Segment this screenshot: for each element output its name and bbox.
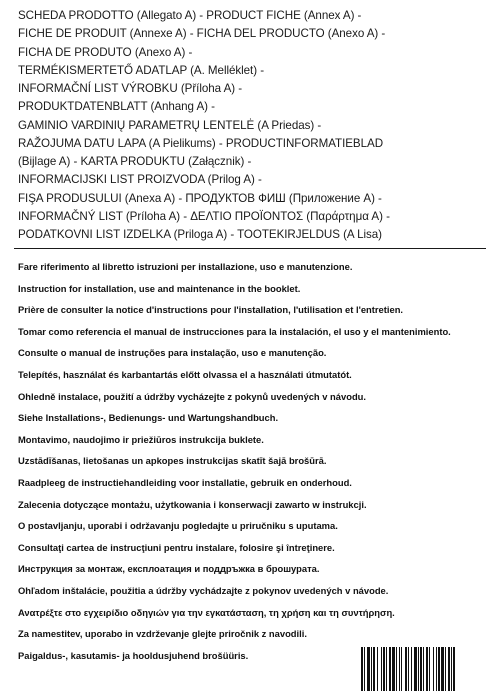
barcode-bar (381, 647, 382, 691)
instruction-french: Prière de consulter la notice d'instructions pour l'installation, l'utilisation et l'entretien. (18, 304, 404, 316)
barcode-bar (405, 647, 407, 691)
instruction-bulgarian: Инструкция за монтаж, експлоатация и поддръжка в брошурата. (18, 563, 320, 575)
barcode-bar (448, 647, 450, 691)
header-line: INFORMAČNÝ LIST (Príloha A) - ΔΕΛΤΙΟ ΠΡΟΪΟΝΤΟΣ (Παράρτημα Α) - (18, 209, 390, 223)
barcode-bar (367, 647, 370, 691)
header-line: FICHA DE PRODUTO (Anexo A) - (18, 45, 193, 59)
instruction-dutch: Raadpleeg de instructiehandleiding voor installatie, gebruik en onderhoud. (18, 476, 352, 488)
header-line: SCHEDA PRODOTTO (Allegato A) - PRODUCT FICHE (Annex A) - (18, 9, 362, 22)
barcode-bar (386, 647, 387, 691)
instruction-croatian: O postavljanju, uporabi i održavanju pogledajte u priručniku s uputama. (18, 520, 338, 532)
instruction-german: Siehe Installations-, Bedienungs- und Wartungshandbuch. (18, 412, 279, 424)
barcode-bar (361, 647, 363, 691)
instruction-polish: Zalecenia dotyczące montażu, użytkowania i konserwacji zawarto w instrukcji. (18, 498, 367, 510)
instruction-lithuanian: Montavimo, naudojimo ir priežiūros instrukcija buklete. (18, 433, 264, 445)
barcode-bar (436, 647, 437, 691)
instruction-greek: Ανατρέξτε στο εγχειρίδιο οδηγιών για την εγκατάσταση, τη χρήση και τη συντήρηση. (18, 606, 395, 618)
header-line: (Bijlage A) - KARTA PRODUKTU (Załącznik) - (18, 155, 252, 168)
header-line: PODATKOVNI LIST IZDELKA (Priloga A) - TOOTEKIRJELDUS (A Lisa) (18, 228, 382, 241)
barcode-bar (408, 647, 409, 691)
instruction-slovak: Ohľadom inštalácie, použitia a údržby vychádzajte z pokynov uvedených v návode. (18, 584, 389, 596)
instruction-czech: Ohledně instalace, použití a údržby vycházejte z pokynů uvedených v návodu. (18, 390, 367, 402)
barcode-bar (373, 647, 375, 691)
product-fiche-title (18, 7, 486, 244)
instruction-spanish: Tomar como referencia el manual de instrucciones para la instalación, el uso y el mantenimiento. (18, 325, 451, 337)
header-line: PRODUKTDATENBLATT (Anhang A) - (18, 100, 215, 114)
instruction-romanian: Consultaţi cartea de instrucţiuni pentru instalare, folosire şi întreţinere. (18, 541, 335, 553)
barcode-bar (438, 647, 440, 691)
barcode-bar (426, 647, 428, 691)
header-line: FICHE DE PRODUIT (Annexe A) - FICHA DEL PRODUCTO (Anexo A) - (18, 27, 386, 41)
barcode-bar (414, 647, 417, 691)
instruction-estonian: Paigaldus-, kasutamis- ja hooldusjuhend brošüüris. (18, 649, 249, 661)
barcode (361, 647, 479, 691)
header-line: INFORMACIJSKI LIST PROIZVODA (Prilog A) - (18, 173, 262, 187)
barcode-bar (364, 647, 365, 691)
barcode-bar (451, 647, 452, 691)
header-line: INFORMAČNÍ LIST VÝROBKU (Příloha A) - (18, 82, 243, 95)
barcode-bar (383, 647, 385, 691)
barcode-bar (418, 647, 419, 691)
barcode-bar (433, 647, 434, 691)
barcode-bar (396, 647, 397, 691)
instruction-hungarian: Telepítés, használat és karbantartás előtt olvassa el a használati útmutatót. (18, 368, 352, 380)
barcode-bar (392, 647, 395, 691)
barcode-bar (441, 647, 444, 691)
header-line: FIŞA PRODUSULUI (Anexa A) - ПРОДУКТОВ ФИШ (Приложение А) - (18, 191, 382, 205)
barcode-bar (420, 647, 422, 691)
barcode-bar (429, 647, 430, 691)
barcode-bar (423, 647, 424, 691)
instruction-slovenian: Za namestitev, uporabo in vzdrževanje glejte priročnik z navodili. (18, 628, 307, 640)
header-line: GAMINIO VARDINIŲ PARAMETRŲ LENTELĖ (A Priedas) - (18, 118, 322, 132)
instructions-list (18, 260, 480, 670)
barcode-bar (377, 647, 378, 691)
section-divider (14, 248, 486, 249)
header-line: TERMÉKISMERTETŐ ADATLAP (A. Melléklet) - (18, 63, 265, 77)
barcode-bar (399, 647, 400, 691)
barcode-bar (411, 647, 412, 691)
instruction-english: Instruction for installation, use and maintenance in the booklet. (18, 282, 301, 294)
barcode-bar (389, 647, 391, 691)
barcode-bar (453, 647, 455, 691)
instruction-italian: Fare riferimento al libretto istruzioni per installazione, uso e manutenzione. (18, 261, 353, 272)
header-line: RAŽOJUMA DATU LAPA (A Pielikums) - PRODUCTINFORMATIEBLAD (18, 136, 384, 150)
barcode-bar (445, 647, 446, 691)
barcode-bar (401, 647, 402, 691)
instruction-portuguese: Consulte o manual de instruções para instalação, uso e manutenção. (18, 347, 327, 359)
instruction-latvian: Uzstādīšanas, lietošanas un apkopes instrukcijas skatīt šajā brošūrā. (18, 455, 327, 467)
barcode-bar (371, 647, 372, 691)
